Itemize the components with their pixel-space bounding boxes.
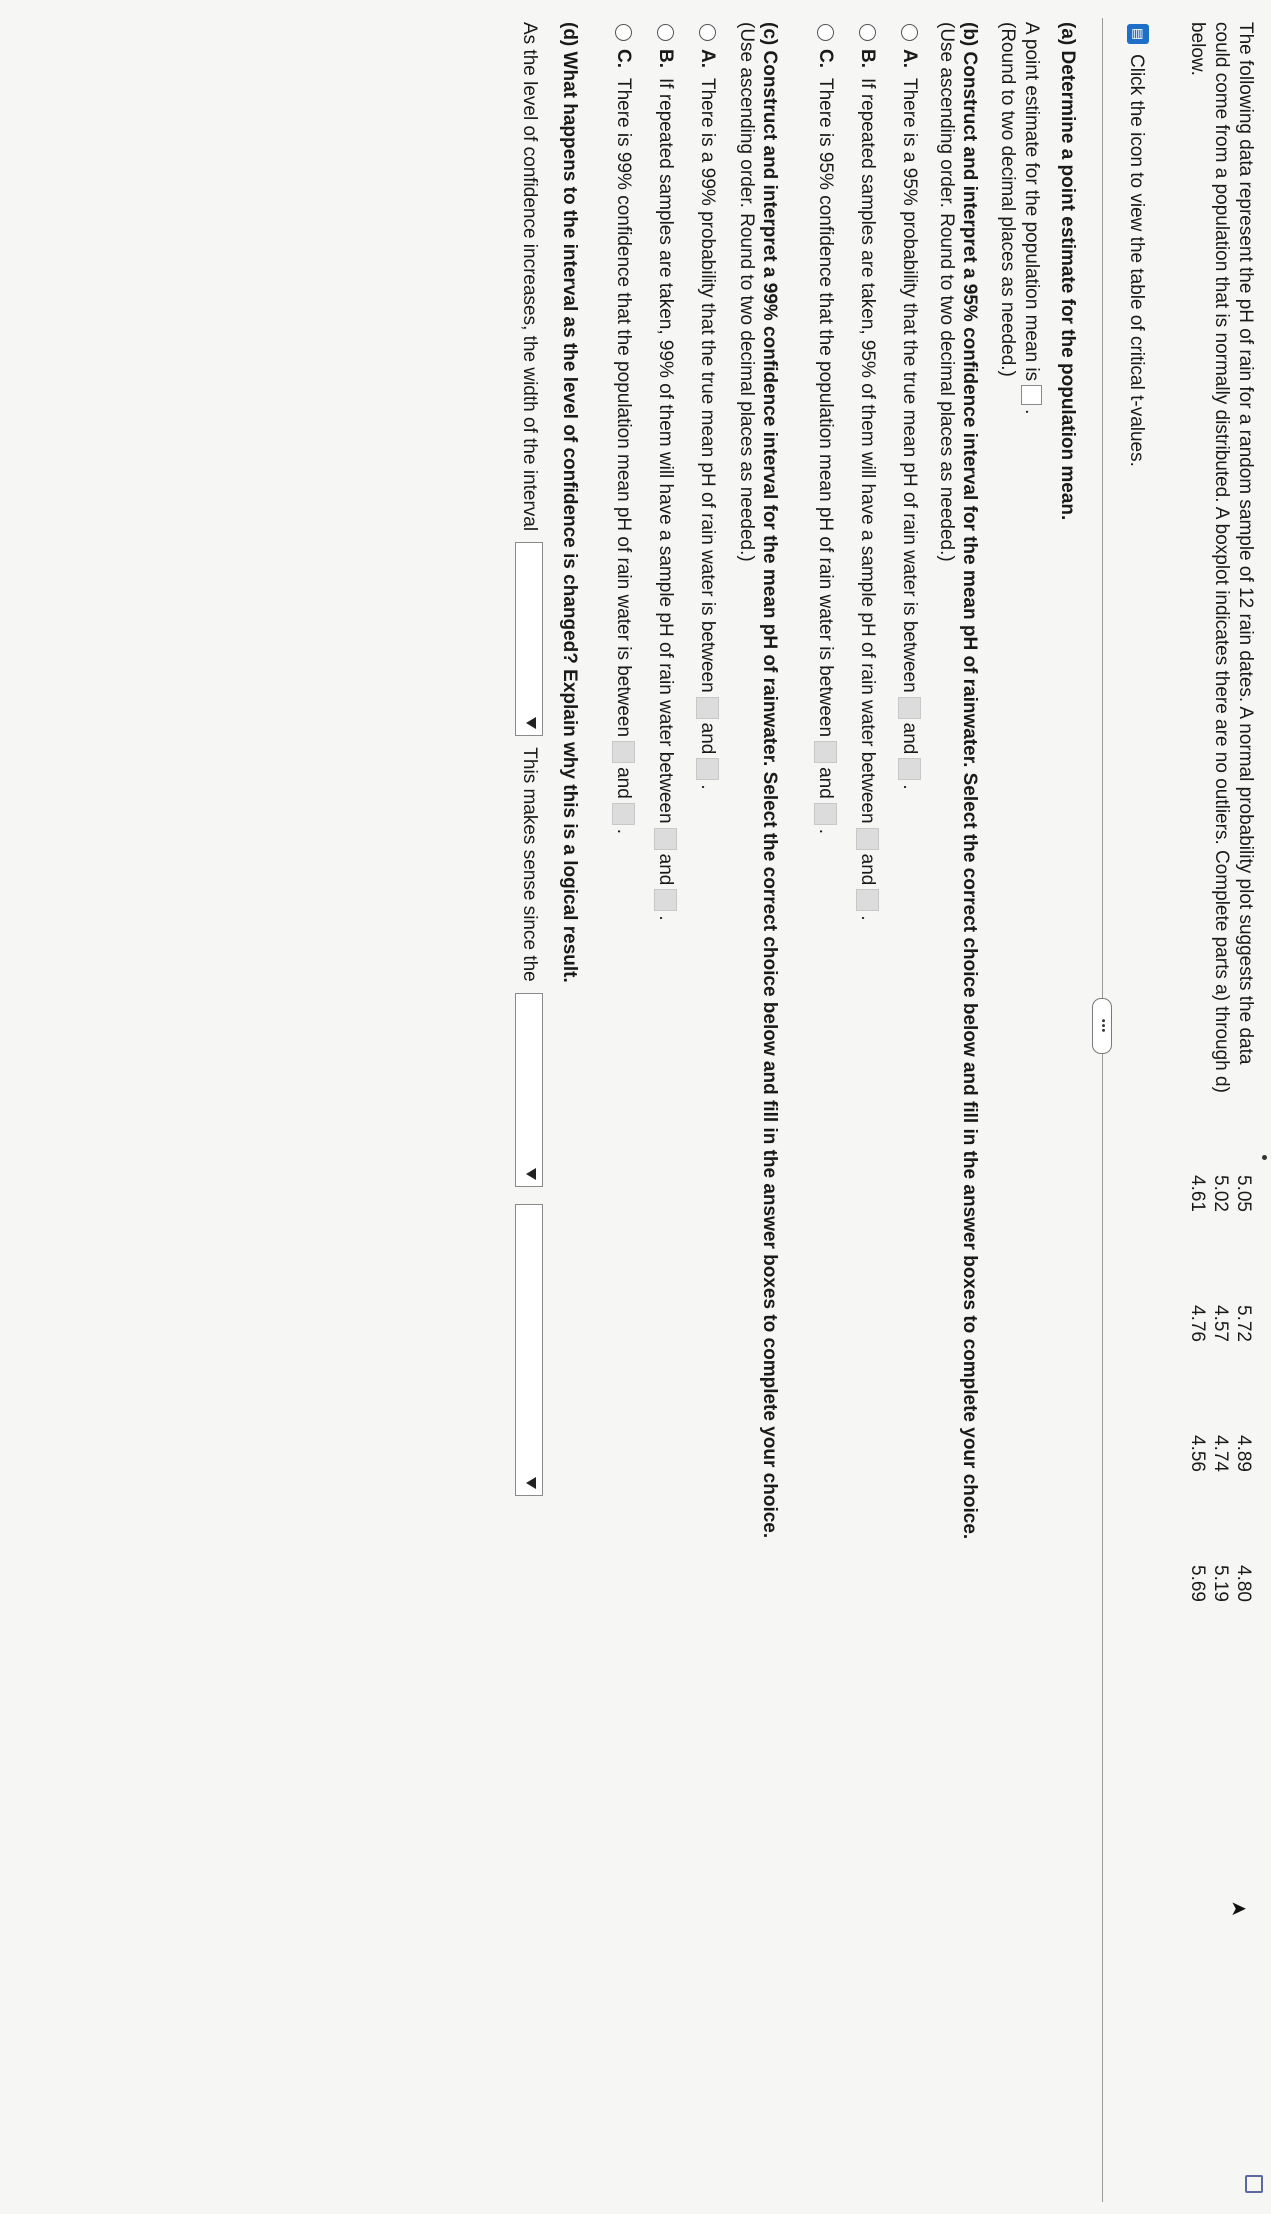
mouse-cursor-icon: ➤	[1230, 1897, 1247, 1920]
period: .	[899, 784, 920, 790]
data-cell: 5.02	[1210, 1175, 1231, 1212]
data-cell: 5.19	[1210, 1565, 1231, 1602]
table-icon[interactable]: ▤	[1127, 24, 1149, 44]
lower-bound-input[interactable]	[696, 697, 719, 719]
option-text: There is a 99% probability that the true mean pH of rain water is between	[697, 78, 718, 693]
upper-bound-input[interactable]	[654, 889, 677, 911]
period: .	[613, 828, 634, 835]
data-cell: 4.61	[1187, 1175, 1208, 1212]
chevron-down-icon	[526, 1477, 536, 1489]
and-text: and	[697, 722, 718, 755]
part-c-option-b[interactable]	[653, 24, 677, 921]
part-b-option-a[interactable]	[897, 24, 921, 790]
part-c-heading: (c) Construct and interpret a 99% confidence interval for the mean pH of rainwater. Select the correct choice below and fill in the answer boxes to complete your choice.	[759, 22, 780, 1539]
data-cell: 4.57	[1210, 1305, 1231, 1342]
and-text: and	[613, 767, 634, 799]
data-cell: 5.05	[1233, 1175, 1254, 1212]
part-a-prompt: A point estimate for the population mean is	[1021, 22, 1042, 382]
part-c-note: (Use ascending order. Round to two decimal places as needed.)	[736, 22, 757, 562]
option-label: C.	[613, 49, 634, 68]
lower-bound-input[interactable]	[898, 697, 921, 719]
data-cell: 4.74	[1210, 1435, 1231, 1472]
and-text: and	[655, 853, 676, 886]
data-row	[1209, 1175, 1232, 1695]
part-d-row	[515, 22, 543, 1502]
upper-bound-input[interactable]	[696, 758, 719, 780]
part-c-option-c[interactable]	[611, 24, 635, 834]
option-text: If repeated samples are taken, 99% of them will have a sample pH of rain water between	[655, 78, 676, 824]
lower-bound-input[interactable]	[856, 828, 879, 850]
more-button[interactable]: •••	[1092, 998, 1112, 1054]
upper-bound-input[interactable]	[898, 758, 921, 780]
problem-intro	[1185, 22, 1257, 1142]
radio-button[interactable]	[657, 24, 674, 41]
lower-bound-input[interactable]	[654, 828, 677, 850]
critical-values-link[interactable]: Click the icon to view the table of critical t-values.	[1126, 54, 1147, 467]
data-cell: 4.89	[1233, 1435, 1254, 1472]
part-c-option-a[interactable]	[695, 24, 719, 790]
data-cell: 4.76	[1187, 1305, 1208, 1342]
part-a-prompt-row	[1020, 22, 1043, 414]
radio-button[interactable]	[699, 24, 716, 41]
option-label: B.	[655, 49, 676, 68]
expand-icon[interactable]	[1245, 2175, 1263, 2193]
point-estimate-input[interactable]	[1021, 385, 1042, 405]
chevron-down-icon	[526, 717, 536, 729]
option-label: A.	[899, 49, 920, 68]
upper-bound-input[interactable]	[814, 803, 837, 825]
period: .	[857, 915, 878, 921]
period: .	[655, 915, 676, 921]
radio-button[interactable]	[859, 24, 876, 41]
part-b-heading: (b) Construct and interpret a 95% confidence interval for the mean pH of rainwater. Select the correct choice below and fill in the answer boxes to complete your choice.	[959, 22, 980, 1540]
radio-button[interactable]	[901, 24, 918, 41]
and-text: and	[899, 722, 920, 755]
option-text: If repeated samples are taken, 95% of them will have a sample pH of rain water between	[857, 78, 878, 824]
and-text: and	[857, 853, 878, 886]
intro-line-3: below.	[1187, 22, 1208, 76]
data-cell: 5.72	[1233, 1305, 1254, 1342]
option-label: C.	[815, 49, 836, 68]
option-text: There is 95% confidence that the population mean pH of rain water is between	[815, 78, 836, 738]
part-a-note: (Round to two decimal places as needed.)	[997, 22, 1018, 377]
and-text: and	[815, 767, 836, 799]
upper-bound-input[interactable]	[856, 889, 879, 911]
part-d-heading: (d) What happens to the interval as the level of confidence is changed? Explain why this is a logical result.	[559, 22, 580, 983]
section-divider	[1102, 18, 1103, 2202]
option-label: B.	[857, 49, 878, 68]
period: .	[1021, 409, 1042, 415]
interval-width-dropdown[interactable]	[515, 542, 543, 736]
data-row	[1232, 1175, 1255, 1695]
radio-button[interactable]	[817, 24, 834, 41]
data-cell: 4.80	[1233, 1565, 1254, 1602]
part-d-middle: This makes sense since the	[518, 747, 540, 982]
option-label: A.	[697, 49, 718, 68]
option-text: There is 99% confidence that the population mean pH of rain water is between	[613, 78, 634, 738]
lower-bound-input[interactable]	[612, 741, 635, 763]
chevron-down-icon	[526, 1168, 536, 1180]
period: .	[697, 784, 718, 790]
part-b-option-c[interactable]	[813, 24, 837, 834]
part-b-option-b[interactable]	[855, 24, 879, 921]
option-text: There is a 95% probability that the true mean pH of rain water is between	[899, 78, 920, 693]
intro-line-1: The following data represent the pH of rain for a random sample of 12 rain dates. A normal probability plot suggests the data	[1235, 22, 1256, 1065]
intro-line-2: could come from a population that is normally distributed. A boxplot indicates there are no outliers. Complete parts a) through d)	[1211, 22, 1232, 1093]
reason-dropdown-1[interactable]	[515, 993, 543, 1187]
period: .	[815, 828, 836, 835]
dot-marker	[1262, 1155, 1267, 1160]
data-cell: 5.69	[1187, 1565, 1208, 1602]
data-table	[1186, 1175, 1255, 1695]
data-row	[1186, 1175, 1209, 1695]
part-d-prompt: As the level of confidence increases, the width of the interval	[518, 22, 540, 532]
data-cell: 4.56	[1187, 1435, 1208, 1472]
lower-bound-input[interactable]	[814, 741, 837, 763]
upper-bound-input[interactable]	[612, 803, 635, 825]
radio-button[interactable]	[615, 24, 632, 41]
part-a-heading: (a) Determine a point estimate for the population mean.	[1057, 22, 1078, 521]
part-b-note: (Use ascending order. Round to two decimal places as needed.)	[936, 22, 957, 562]
reason-dropdown-2[interactable]	[515, 1204, 543, 1496]
